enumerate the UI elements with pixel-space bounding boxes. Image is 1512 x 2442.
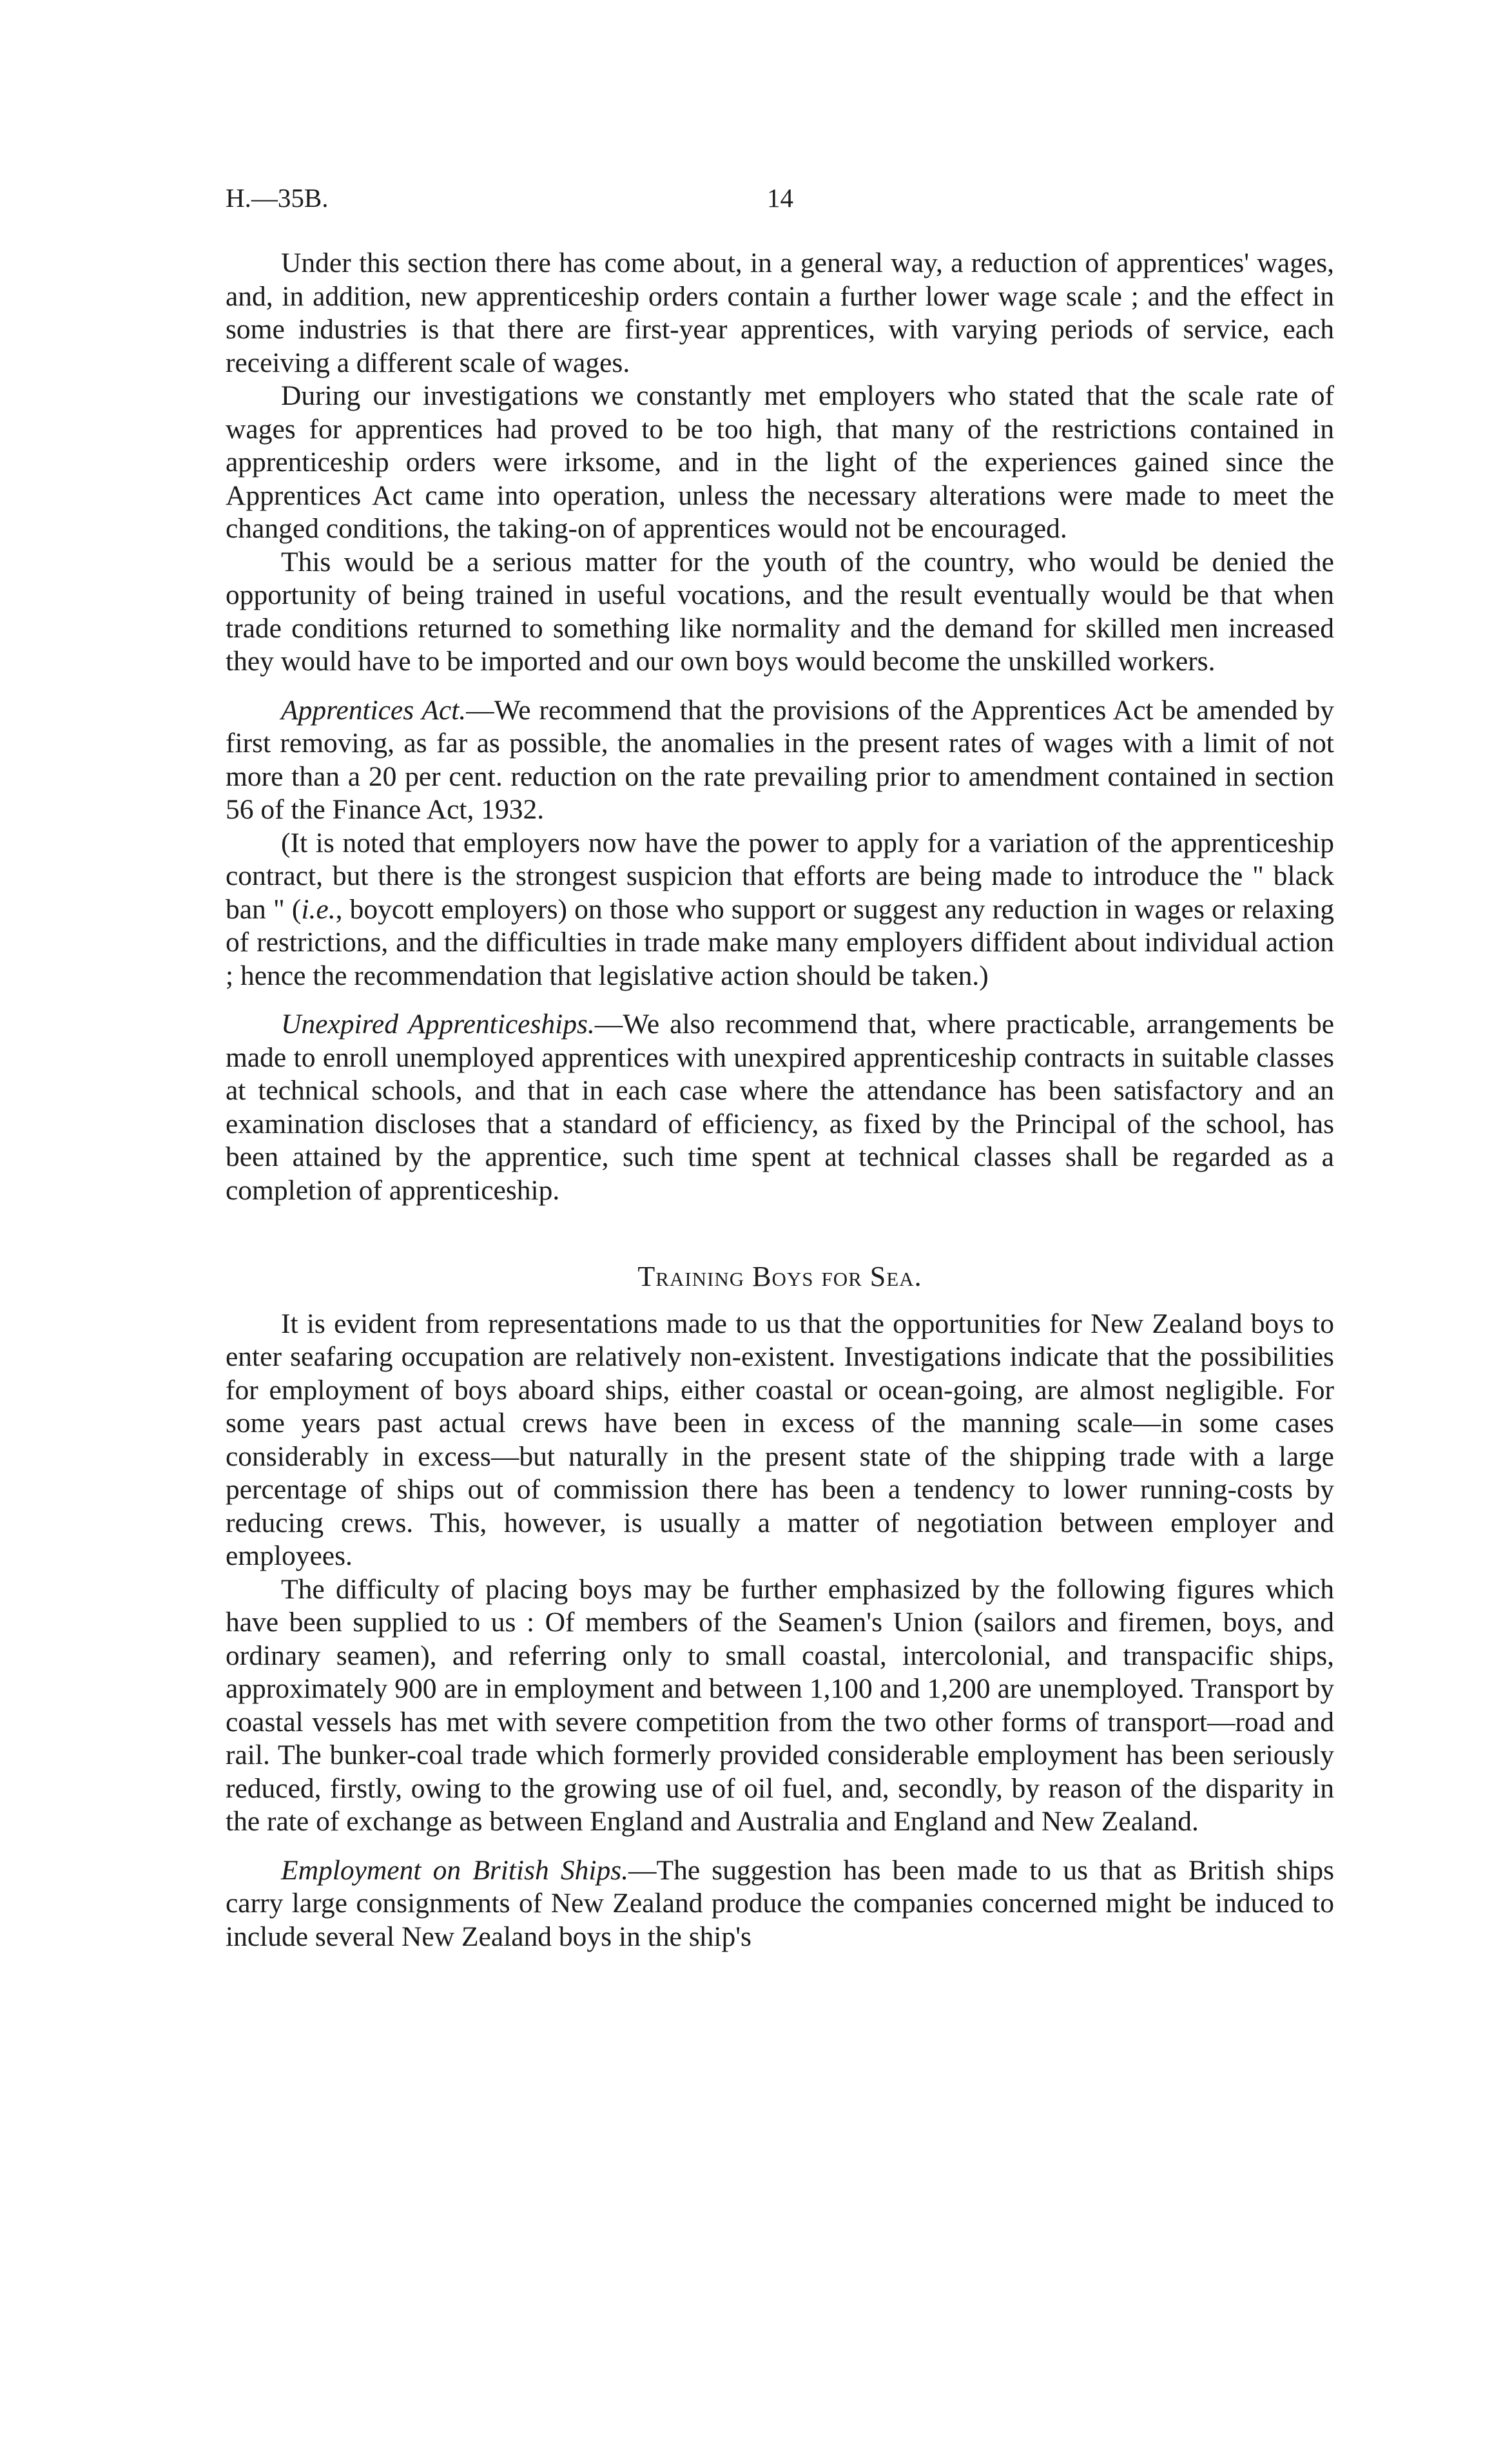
paragraph-youth-matter: This would be a serious matter for the youth of the country, who would be denied the opportunity of being trained in useful vocations, and the result eventually would be that when trade conditions returned to something like normality and the demand for skilled men increased they would have to be imported and our own boys would become the unskilled workers. xyxy=(226,546,1334,677)
section-heading-training-boys-for-sea: Training Boys for Sea. xyxy=(637,1261,922,1292)
apprentices-act-text: —We recommend that the provisions of the Apprentices Act be amended by first removing, as far as possible, the anomalies in the present rates of wages with a limit of not more than a 20 per cent. reduction on the rate prevailing prior to amendment contained in section 56 of the Finance Act, 1932. xyxy=(226,694,1334,825)
paragraph-employer-investigations: During our investigations we constantly met employers who stated that the scale rate of wages for apprentices had proved to be too high, that many of the restrictions contained in apprenticeship orders were irksome, and in the light of the experiences gained since the Apprentices Act came into operation, unless the necessary alterations were made to meet the changed conditions, the taking-on of apprentices would not be encouraged. xyxy=(226,380,1334,544)
paragraph-unexpired-apprenticeships xyxy=(226,1008,1334,1207)
document-reference: H.—35B. xyxy=(226,183,329,213)
paragraph-black-ban-note xyxy=(226,827,1334,993)
page-body xyxy=(226,247,1334,1953)
employment-british-ships-text: —The suggestion has been made to us that as British ships carry large consignments of New Zealand produce the companies concerned might be induced to include several New Zealand boys in the ship's xyxy=(226,1854,1334,1952)
paragraph-employment-british-ships xyxy=(226,1854,1334,1954)
unexpired-apprenticeships-heading: Unexpired Apprenticeships. xyxy=(281,1009,595,1040)
paragraph-apprentices-act xyxy=(226,694,1334,827)
employment-british-ships-heading: Employment on British Ships. xyxy=(281,1854,628,1886)
paragraph-apprentice-wages: Under this section there has come about, in a general way, a reduction of apprentices' wages, and, in addition, new apprenticeship orders contain a further lower wage scale ; and the effect in some industries is that there are first-year apprentices, with varying periods of service, each receiving a different scale of wages. xyxy=(226,247,1334,378)
paragraph-placing-boys-difficulty: The difficulty of placing boys may be further emphasized by the following figures which have been supplied to us : Of members of the Seamen's Union (sailors and firemen, boys, and ordinary seamen), and referring only to small coastal, intercolonial, and transpacific ships, approximately 900 are in employment and between 1,100 and 1,200 are unemployed. Transport by coastal vessels has met with severe competition from the two other forms of transport—road and rail. The bunker-coal trade which formerly provided considerable employment has been seriously reduced, firstly, owing to the growing use of oil fuel, and, secondly, by reason of the disparity in the rate of exchange as between England and Australia and England and New Zealand. xyxy=(226,1573,1334,1837)
unexpired-apprenticeships-text: —We also recommend that, where practicable, arrangements be made to enroll unemployed apprentices with unexpired apprenticeship contracts in suitable classes at technical schools, and that in each case where the attendance has been satisfactory and an examination discloses that a standard of efficiency, as fixed by the Principal of the school, has been attained by the apprentice, such time spent at technical classes shall be regarded as a completion of apprenticeship. xyxy=(226,1009,1334,1206)
page-header xyxy=(226,182,1379,221)
black-ban-abbreviation: i.e. xyxy=(301,893,336,925)
page-number: 14 xyxy=(767,183,793,213)
paragraph-seafaring-opportunities: It is evident from representations made to us that the opportunities for New Zealand boys to enter seafaring occupation are relatively non-existent. Investigations indicate that the possibilities for employment of boys aboard ships, either coastal or ocean-going, are almost negligible. For some years past actual crews have been in excess of the manning scale—in some cases considerably in excess—but naturally in the present state of the shipping trade with a large percentage of ships out of commission there has been a tendency to lower running-costs by reducing crews. This, however, is usually a matter of negotiation between employer and employees. xyxy=(226,1308,1334,1571)
black-ban-text-before: (It is noted that employers now have the power to apply for a variation of the apprenticeship contract, but there is the strongest suspicion that efforts are being made to introduce the " black ban " ( xyxy=(226,827,1334,925)
apprentices-act-heading: Apprentices Act. xyxy=(281,694,467,726)
black-ban-text-after: , boycott employers) on those who support or suggest any reduction in wages or relaxing of restrictions, and the difficulties in trade make many employers diffident about individual action ; hence the recommendation that legislative action should be taken.) xyxy=(226,893,1334,991)
